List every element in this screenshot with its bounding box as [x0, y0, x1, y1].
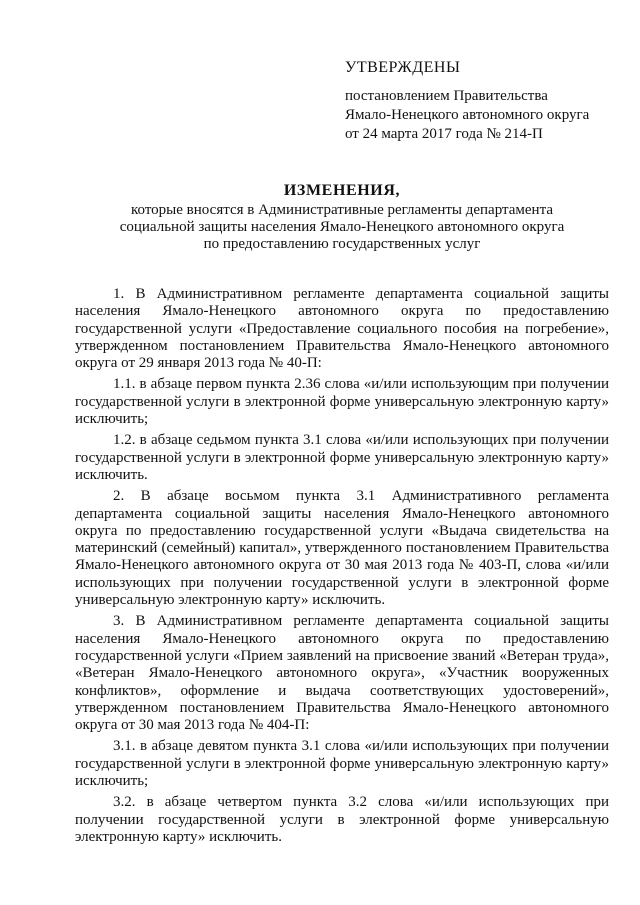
approval-line: постановлением Правительства	[345, 88, 548, 104]
document-title: ИЗМЕНЕНИЯ,	[283, 182, 401, 199]
paragraph-1-2: 1.2. в абзаце седьмом пункта 3.1 слова «и/или использующих при получении государственной услуги в электронной форме универсальную электронную карту» исключить.	[75, 432, 609, 483]
paragraph-1-1: 1.1. в абзаце первом пункта 2.36 слова «и/или использующим при получении государственной услуги в электронной форме универсальную электронную карту» исключить;	[75, 376, 609, 428]
paragraph-3-2: 3.2. в абзаце четвертом пункта 3.2 слова «и/или использующих при получении государственной услуги в электронной форме универсальную электронную карту» исключить.	[75, 794, 609, 845]
approval-line: от 24 марта 2017 года № 214-П	[345, 126, 543, 142]
approval-title: УТВЕРЖДЕНЫ	[345, 59, 461, 76]
approval-line: Ямало-Ненецкого автономного округа	[345, 107, 590, 123]
paragraph-3-1: 3.1. в абзаце девятом пункта 3.1 слова «и/или использующих при получении государственной услуги в электронной форме универсальную электронную карту» исключить;	[75, 738, 609, 790]
document-subtitle-line: социальной защиты населения Ямало-Ненецкого автономного округа	[119, 219, 565, 235]
document-heading	[75, 182, 609, 253]
document-subtitle-line: которые вносятся в Административные регламенты департамента	[131, 202, 553, 218]
approval-stamp	[345, 58, 589, 144]
document-body	[75, 286, 609, 850]
document-subtitle-line: по предоставлению государственных услуг	[203, 236, 481, 252]
paragraph-1: 1. В Административном регламенте департамента социальной защиты населения Ямало-Ненецкого автономного округа по предоставлению государственной услуги «Предоставление социального пособия на погребение», утвержденном постановлением Правительства Ямало-Ненецкого автономного округа от 29 января 2013 года № 40-П:	[75, 286, 609, 372]
paragraph-2: 2. В абзаце восьмом пункта 3.1 Административного регламента департамента социальной защиты населения Ямало-Ненецкого автономного округа по предоставлению государственной услуги «Выдача свидетельства на материнский (семейный) капитал», утвержденного постановлением Правительства Ямало-Ненецкого автономного округа от 30 мая 2013 года № 403-П, слова «и/или использующих при получении государственной услуги в электронной форме универсальную электронную карту» исключить.	[75, 488, 609, 609]
paragraph-3: 3. В Административном регламенте департамента социальной защиты населения Ямало-Ненецкого автономного округа по предоставлению государственной услуги «Прием заявлений на присвоение званий «Ветеран труда», «Ветеран Ямало-Ненецкого автономного округа», «Участник вооруженных конфликтов», оформление и выдача соответствующих удостоверений», утвержденном постановлением Правительства Ямало-Ненецкого автономного округа от 30 мая 2013 года № 404-П:	[75, 613, 609, 734]
